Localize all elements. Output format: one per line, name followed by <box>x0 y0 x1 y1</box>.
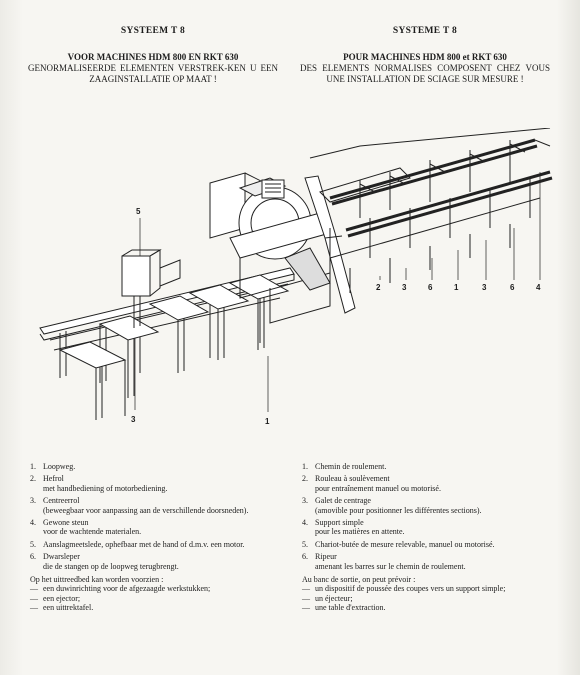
series-title-fr: SYSTEME T 8 <box>392 26 458 36</box>
callout-top-7: 4 <box>536 283 541 292</box>
subtitle-fr: POUR MACHINES HDM 800 et RKT 630 <box>343 52 507 62</box>
options-title-nl: Op het uittreedbed kan worden voorzien : <box>30 575 164 585</box>
list-item: 3. Galet de centrage (amovible pour positionner les différentes sections). <box>302 496 482 515</box>
callout-top-5: 3 <box>482 283 487 292</box>
callout-top-6: 6 <box>510 283 515 292</box>
callout-1-bottom: 1 <box>265 417 270 426</box>
french-header <box>300 26 550 85</box>
list-item: 5. Aanslagmeetslede, ophefbaar met de hand of d.m.v. een motor. <box>30 539 245 549</box>
option-item: — een ejector; <box>30 593 81 603</box>
callout-top-1: 2 <box>376 283 381 292</box>
list-item: 6. Dwarsleper die de stangen op de loopweg terugbrengt. <box>30 552 179 571</box>
list-item: 4. Support simple pour les matières en attente. <box>302 518 405 537</box>
intro-nl: GENORMALISEERDE ELEMENTEN VERSTREK-KEN U EEN ZAAGINSTALLATIE OP MAAT ! <box>28 63 278 84</box>
outfeed-rails <box>310 128 552 293</box>
series-title-nl: SYSTEEM T 8 <box>120 26 186 36</box>
dutch-header <box>28 26 278 85</box>
list-item: 2. Rouleau à soulèvement pour entraînement manuel ou motorisé. <box>302 474 441 493</box>
callout-top-4: 1 <box>454 283 459 292</box>
list-item: 2. Hefrol met handbediening of motorbediening. <box>30 474 168 493</box>
options-title-fr: Au banc de sortie, on peut prévoir : <box>302 575 416 585</box>
callout-top-3: 6 <box>428 283 433 292</box>
list-item: 1. Loopweg. <box>30 462 76 471</box>
legend-list-fr <box>302 462 552 613</box>
callout-3-bottom: 3 <box>131 415 136 424</box>
list-item: 4. Gewone steun voor de wachtende materialen. <box>30 518 142 537</box>
option-item: — een uittrektafel. <box>30 603 94 613</box>
list-item: 5. Chariot-butée de mesure relevable, manuel ou motorisé. <box>302 539 495 549</box>
callout-top-2: 3 <box>402 283 407 292</box>
option-item: — une table d'extraction. <box>302 603 386 613</box>
saw-installation-illustration <box>30 128 560 438</box>
option-item: — un éjecteur; <box>302 593 353 603</box>
list-item: 6. Ripeur amenant les barres sur le chemin de roulement. <box>302 552 466 571</box>
list-item: 1. Chemin de roulement. <box>302 462 387 471</box>
option-item: — un dispositif de poussée des coupes vers un support simple; <box>302 584 506 594</box>
intro-fr: DES ELEMENTS NORMALISES COMPOSENT CHEZ VOUS UNE INSTALLATION DE SCIAGE SUR MESURE ! <box>300 63 550 84</box>
option-item: — een duwinrichting voor de afgezaagde werkstukken; <box>30 584 211 594</box>
subtitle-nl: VOOR MACHINES HDM 800 EN RKT 630 <box>67 52 239 62</box>
list-item: 3. Centreerrol (beweegbaar voor aanpassing aan de verschillende doorsneden). <box>30 496 249 515</box>
legend-list-nl <box>30 462 278 613</box>
callout-5: 5 <box>136 207 141 216</box>
